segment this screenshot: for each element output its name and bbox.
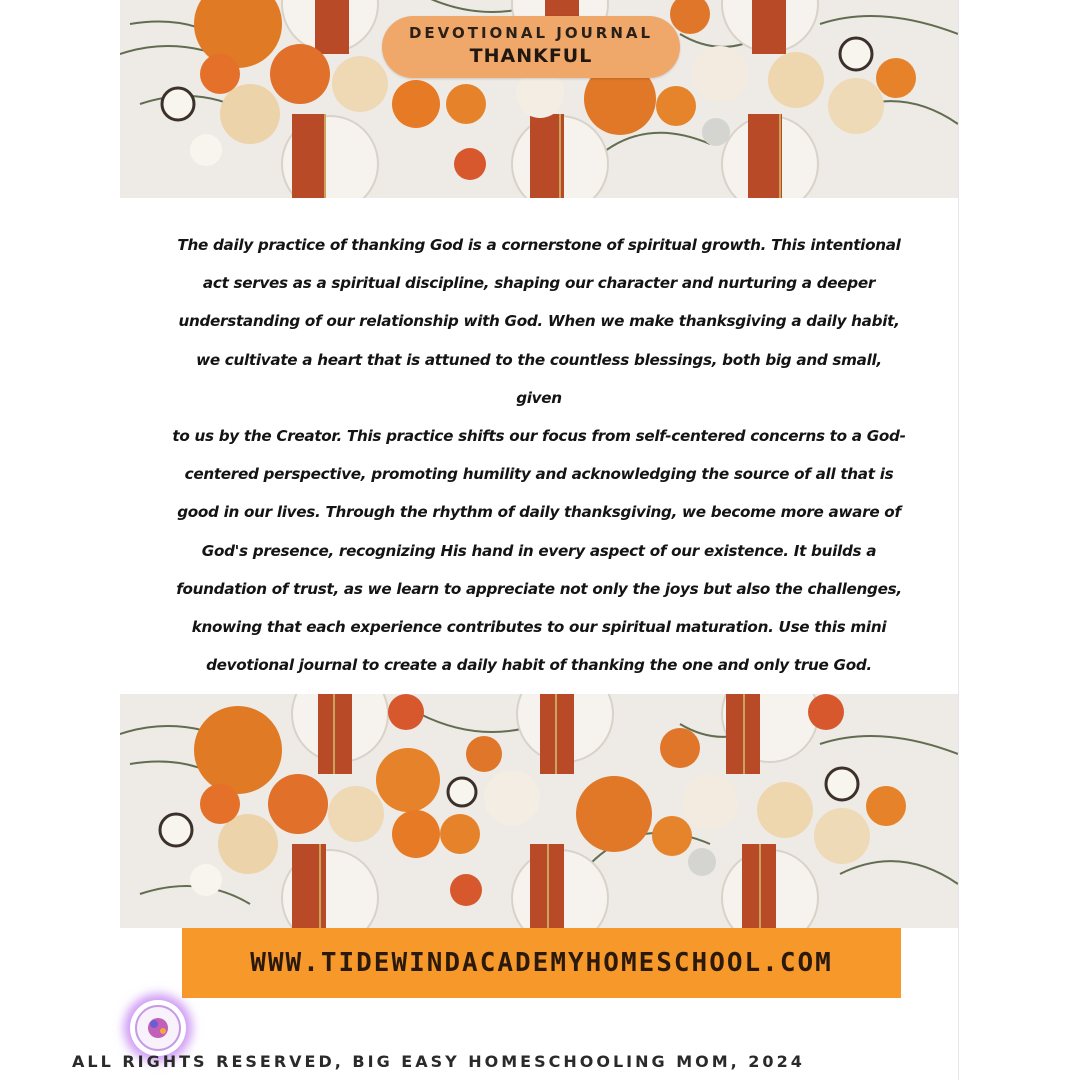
autumn-table-illustration bbox=[120, 694, 958, 928]
paragraph-line: foundation of trust, as we learn to appreciate not only the joys but also the challenges, bbox=[176, 579, 902, 598]
paragraph-line: act serves as a spiritual discipline, shaping our character and nurturing a deeper bbox=[202, 274, 876, 293]
paragraph-line: understanding of our relationship with God. When we make thanksgiving a daily habit, bbox=[178, 312, 900, 331]
paragraph-line: God's presence, recognizing His hand in every aspect of our existence. It builds a bbox=[201, 541, 877, 560]
paragraph-line: The daily practice of thanking God is a cornerstone of spiritual growth. This intentional bbox=[177, 236, 901, 254]
paragraph-line: devotional journal to create a daily habit of thanking the one and only true God. bbox=[206, 656, 872, 675]
paragraph-line: knowing that each experience contributes to our spiritual maturation. Use this mini bbox=[191, 618, 887, 637]
paragraph-line: we cultivate a heart that is attuned to the countless blessings, both big and small, given bbox=[196, 350, 882, 407]
devotional-page bbox=[120, 0, 959, 1080]
title-badge bbox=[382, 16, 680, 78]
brand-logo-icon bbox=[130, 1000, 186, 1056]
title-subheading: DEVOTIONAL JOURNAL bbox=[408, 24, 654, 42]
paragraph-line: to us by the Creator. This practice shifts our focus from self-centered concerns to a God- bbox=[172, 427, 906, 446]
website-url: WWW.TIDEWINDACADEMYHOMESCHOOL.COM bbox=[250, 948, 833, 978]
copyright-notice: ALL RIGHTS RESERVED, BIG EASY HOMESCHOOLING MOM, 2024 bbox=[72, 1052, 805, 1071]
bottom-banner-image bbox=[120, 694, 958, 928]
devotional-paragraph bbox=[172, 226, 906, 684]
paragraph-line: good in our lives. Through the rhythm of daily thanksgiving, we become more aware of bbox=[177, 503, 901, 522]
paragraph-line: centered perspective, promoting humility and acknowledging the source of all that is bbox=[184, 465, 894, 484]
website-banner bbox=[182, 928, 901, 998]
page-title: THANKFUL bbox=[469, 45, 593, 67]
